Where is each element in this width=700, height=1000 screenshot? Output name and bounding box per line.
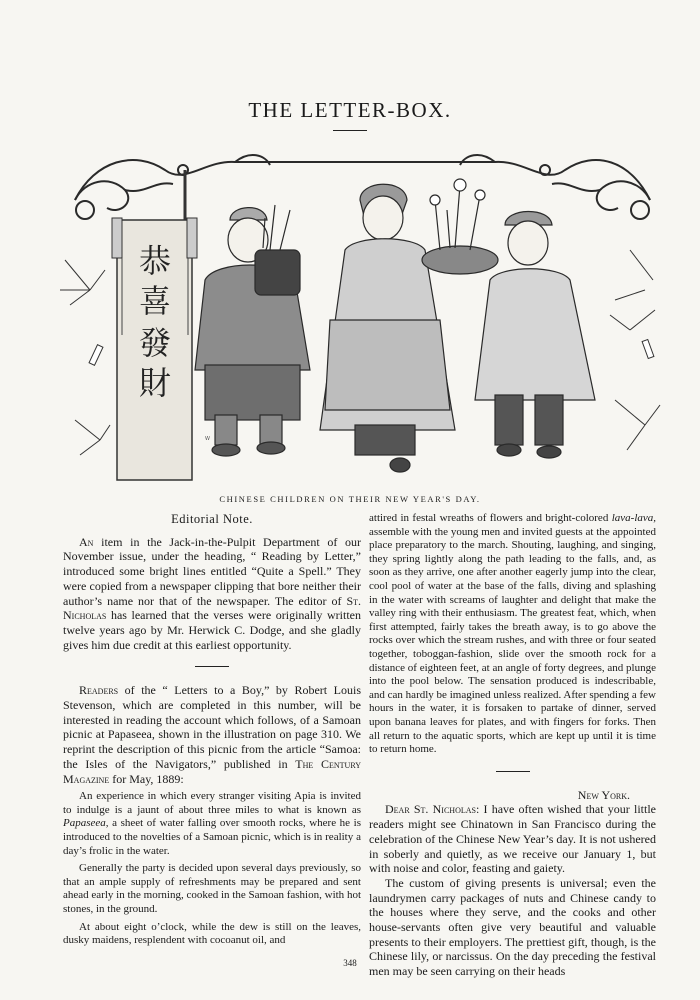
title-rule (333, 130, 367, 131)
section-divider-2 (496, 771, 530, 772)
quote-paragraph-3-continued: attired in festal wreaths of flowers and bright-colored lava-lava, assemble with the young men and invited guests at the appointed place preparatory to the march. Shouting, laughing, and singing, they spring lightly along the path leading to the falls, and, as soon as they arrive, one after another eagerly jump into the clear, cool pool of water at the base of the falls, diving and splashing in the water with screams of laughter and delight that make the valley ring with their enthusiasm. The greatest feat, which, when first attempted, fairly takes the breath away, is to go above the rocks over which the stream rushes, and with three or four seated together, toboggan-fashion, slide over the smooth rock for a distance of eighteen feet, at an angle of forty degrees, and plunge into the pool below. The sensation produced is indescribable, and can hardly be imagined unless realized. After spending a few hours in the water, it is forsaken to partake of dinner, served upon banana leaves for plates, and with fingers for forks. Then all return to the aquatic sports, which are kept up until it is time to return home. (369, 512, 657, 756)
letter-paragraph-1: Dear St. Nicholas: I have often wished that your little readers might see Chinatown in San Francisco during the celebration of the Chinese New Year’s day. It is not ushered in soberly and quietly, as we receive our January 1, but with noise and color, feasting and gaiety. (369, 802, 656, 876)
firecracker-right (610, 250, 660, 450)
quote-paragraph-1: An experience in which every stranger visiting Apia is invited to indulge is a jaunt of about three miles to what is known as Papaseea, a sheet of water falling over smooth rocks, where he is introduced to the novelties of a Samoan picnic, which is in reality a day’s frolic in the water. (63, 790, 361, 857)
editorial-heading: Editorial Note. (171, 512, 253, 526)
child-middle (320, 179, 498, 472)
quote-paragraph-2: Generally the party is decided upon several days previously, so that an ample supply of refreshments may be prepared and sent ahead early in the morning, cooked in the Samoan fashion, with hot stones, in the ground. (63, 862, 361, 915)
page-title: THE LETTER-BOX. (248, 98, 452, 122)
banner-char-2: 喜 (138, 282, 172, 320)
child-left (195, 205, 310, 456)
illustration-caption: CHINESE CHILDREN ON THEIR NEW YEAR'S DAY. (219, 494, 481, 504)
banner-char-3: 發 (138, 324, 172, 362)
banner-char-1: 恭 (138, 242, 172, 280)
editorial-paragraph: An item in the Jack-in-the-Pulpit Department of our November issue, under the heading, “ Reading by Letter,” introduced some bright lines entitled “Quite a Spell.” They were copied from a newspaper clipping that bore neither their author’s name nor that of the newspaper. The editor of St. Nicholas has learned that the verses were originally written twelve years ago by Mr. Herwick C. Dodge, and she gladly gives him due credit at this earliest opportunity. (63, 534, 362, 652)
right-column (369, 512, 656, 979)
chinese-children-illustration (55, 140, 665, 488)
artist-signature: W (205, 436, 210, 442)
firecracker-left (60, 260, 110, 455)
section-divider (195, 666, 229, 667)
readers-paragraph: Readers of the “ Letters to a Boy,” by Robert Louis Stevenson, which are completed in this number, will be interested in reading the account which follows, of a Samoan picnic at Papaseea, shown in the illustration on page 310. We reprint the description of this picnic from the article “Samoa: the Isles of the Navigators,” published in The Century Magazine for May, 1889: (63, 683, 362, 786)
quote-paragraph-3: At about eight o’clock, while the dew is still on the leaves, dusky maidens, resplendent with cocoanut oil, and (63, 920, 361, 947)
child-right (475, 211, 595, 458)
letter-paragraph-2: The custom of giving presents is universal; even the laundrymen carry packages of nuts and Chinese candy to the houses where they serve, and the cooks and other house-servants often give very beautiful and valuable presents to their employers. The prettiest gift, though, is the Chinese lily, or narcissus. On the day preceding the festival men may be seen carrying on their heads (369, 875, 656, 979)
letter-place: New York. (577, 787, 630, 802)
hanging-banner (112, 170, 197, 480)
page-number: 348 (343, 958, 357, 968)
left-column (63, 512, 361, 948)
banner-char-4: 財 (138, 364, 172, 402)
